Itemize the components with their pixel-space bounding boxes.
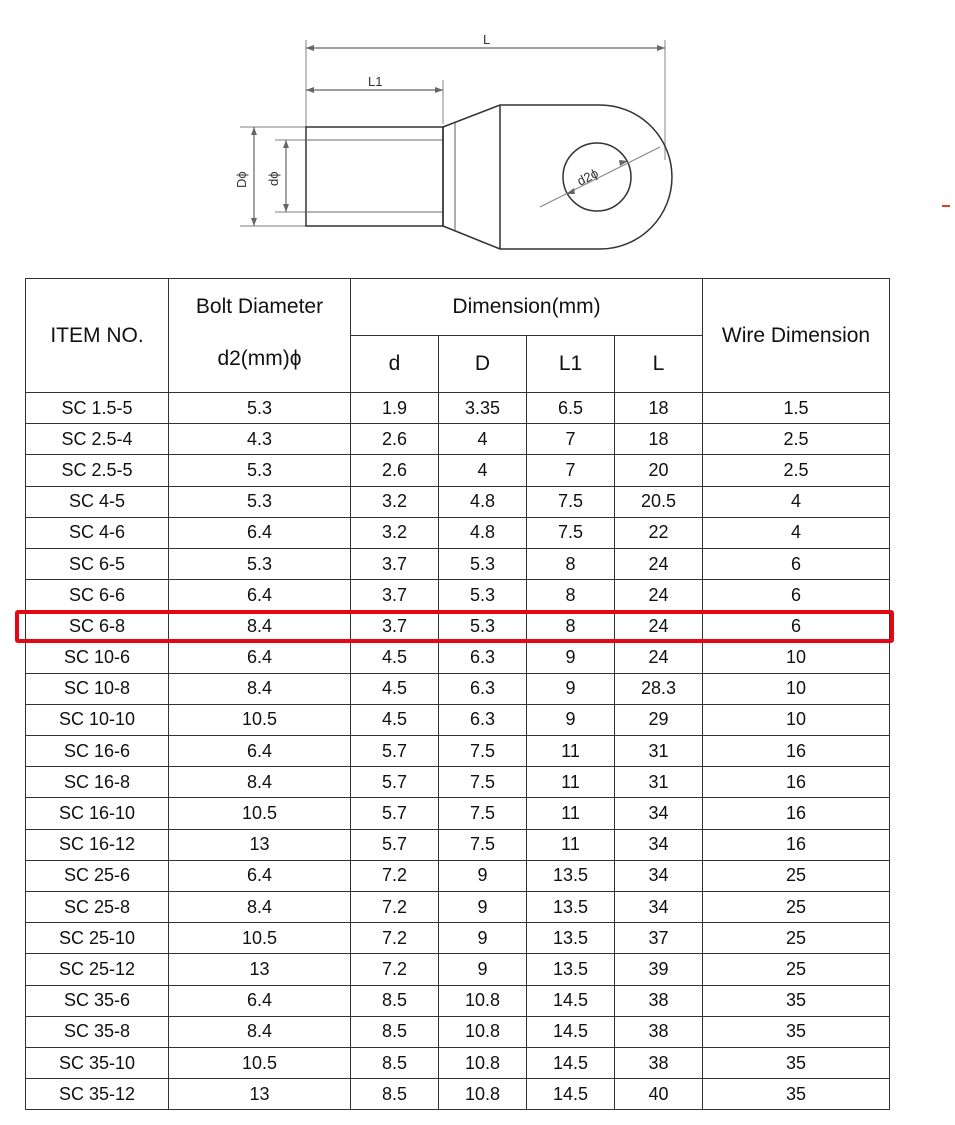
cell-wire-dimension: 10 xyxy=(703,704,890,735)
table-row xyxy=(26,455,890,486)
cell-L1: 13.5 xyxy=(527,923,615,954)
cell-bolt-diameter: 13 xyxy=(169,1079,351,1110)
cell-d: 5.7 xyxy=(351,798,439,829)
cell-bolt-diameter: 10.5 xyxy=(169,923,351,954)
cell-item-no: SC 10-10 xyxy=(26,704,169,735)
cell-bolt-diameter: 13 xyxy=(169,954,351,985)
cell-D: 5.3 xyxy=(439,611,527,642)
cell-wire-dimension: 16 xyxy=(703,798,890,829)
table-row xyxy=(26,798,890,829)
spec-table xyxy=(25,278,890,1110)
cell-D: 4 xyxy=(439,424,527,455)
label-D: Dϕ xyxy=(234,171,249,188)
cell-D: 5.3 xyxy=(439,548,527,579)
header-bolt-diameter xyxy=(169,279,351,393)
cell-L1: 14.5 xyxy=(527,1016,615,1047)
cell-L: 31 xyxy=(615,767,703,798)
cell-L1: 11 xyxy=(527,829,615,860)
cell-L1: 9 xyxy=(527,642,615,673)
cell-bolt-diameter: 6.4 xyxy=(169,860,351,891)
cell-d: 3.7 xyxy=(351,611,439,642)
cell-d: 3.7 xyxy=(351,580,439,611)
table-row xyxy=(26,580,890,611)
cell-d: 8.5 xyxy=(351,1047,439,1078)
cell-wire-dimension: 4 xyxy=(703,517,890,548)
cell-bolt-diameter: 10.5 xyxy=(169,798,351,829)
cell-item-no: SC 4-5 xyxy=(26,486,169,517)
cell-item-no: SC 10-8 xyxy=(26,673,169,704)
cell-item-no: SC 6-8 xyxy=(26,611,169,642)
table-row xyxy=(26,954,890,985)
header-bolt-line2: d2(mm)ϕ xyxy=(217,347,302,370)
cell-item-no: SC 35-10 xyxy=(26,1047,169,1078)
cell-d: 4.5 xyxy=(351,642,439,673)
cell-L: 22 xyxy=(615,517,703,548)
cell-d: 2.6 xyxy=(351,424,439,455)
label-d2: d2ϕ xyxy=(574,165,601,189)
cell-item-no: SC 10-6 xyxy=(26,642,169,673)
cell-wire-dimension: 10 xyxy=(703,642,890,673)
cell-wire-dimension: 6 xyxy=(703,580,890,611)
cell-bolt-diameter: 8.4 xyxy=(169,892,351,923)
cell-L1: 11 xyxy=(527,736,615,767)
cell-item-no: SC 4-6 xyxy=(26,517,169,548)
cell-L1: 7.5 xyxy=(527,486,615,517)
table-row xyxy=(26,486,890,517)
table-row xyxy=(26,736,890,767)
cell-d: 7.2 xyxy=(351,892,439,923)
cell-d: 7.2 xyxy=(351,860,439,891)
red-mark xyxy=(942,205,950,207)
cell-L: 18 xyxy=(615,424,703,455)
table-row xyxy=(26,1016,890,1047)
cell-bolt-diameter: 6.4 xyxy=(169,517,351,548)
cell-d: 3.2 xyxy=(351,486,439,517)
cell-wire-dimension: 35 xyxy=(703,985,890,1016)
cell-item-no: SC 6-6 xyxy=(26,580,169,611)
label-d: dϕ xyxy=(266,171,281,186)
cell-D: 9 xyxy=(439,860,527,891)
cell-wire-dimension: 25 xyxy=(703,860,890,891)
cell-L1: 7 xyxy=(527,424,615,455)
cell-d: 4.5 xyxy=(351,704,439,735)
header-wire-dimension: Wire Dimension xyxy=(703,279,890,393)
cell-L: 38 xyxy=(615,985,703,1016)
cell-wire-dimension: 4 xyxy=(703,486,890,517)
cell-L1: 11 xyxy=(527,798,615,829)
cell-D: 6.3 xyxy=(439,704,527,735)
cell-L: 24 xyxy=(615,580,703,611)
cell-L1: 6.5 xyxy=(527,393,615,424)
cell-L: 38 xyxy=(615,1047,703,1078)
cell-bolt-diameter: 13 xyxy=(169,829,351,860)
table-row xyxy=(26,704,890,735)
cell-L1: 8 xyxy=(527,548,615,579)
cell-bolt-diameter: 5.3 xyxy=(169,548,351,579)
cell-L1: 14.5 xyxy=(527,985,615,1016)
table-row xyxy=(26,611,890,642)
table-body xyxy=(26,393,890,1110)
cell-D: 10.8 xyxy=(439,1047,527,1078)
cell-D: 4 xyxy=(439,455,527,486)
cell-wire-dimension: 6 xyxy=(703,611,890,642)
cell-item-no: SC 25-8 xyxy=(26,892,169,923)
cell-item-no: SC 1.5-5 xyxy=(26,393,169,424)
cell-D: 10.8 xyxy=(439,1016,527,1047)
table-row xyxy=(26,1047,890,1078)
cell-d: 3.2 xyxy=(351,517,439,548)
cell-d: 5.7 xyxy=(351,767,439,798)
table-row xyxy=(26,393,890,424)
cell-d: 7.2 xyxy=(351,923,439,954)
header-sub-d: d xyxy=(351,336,439,393)
terminal-drawing xyxy=(0,0,955,270)
cell-D: 9 xyxy=(439,923,527,954)
cell-D: 3.35 xyxy=(439,393,527,424)
cell-bolt-diameter: 10.5 xyxy=(169,1047,351,1078)
cell-L1: 14.5 xyxy=(527,1079,615,1110)
cell-bolt-diameter: 8.4 xyxy=(169,673,351,704)
cell-L1: 11 xyxy=(527,767,615,798)
cell-bolt-diameter: 8.4 xyxy=(169,767,351,798)
table-row xyxy=(26,517,890,548)
table-row xyxy=(26,1079,890,1110)
cell-wire-dimension: 2.5 xyxy=(703,455,890,486)
cell-bolt-diameter: 4.3 xyxy=(169,424,351,455)
cell-bolt-diameter: 6.4 xyxy=(169,642,351,673)
label-L1: L1 xyxy=(368,74,383,89)
cell-d: 8.5 xyxy=(351,1016,439,1047)
table-row xyxy=(26,424,890,455)
cell-d: 7.2 xyxy=(351,954,439,985)
cell-D: 9 xyxy=(439,892,527,923)
cell-L1: 13.5 xyxy=(527,954,615,985)
cell-L: 20 xyxy=(615,455,703,486)
cell-item-no: SC 25-12 xyxy=(26,954,169,985)
cell-item-no: SC 25-10 xyxy=(26,923,169,954)
table-row xyxy=(26,860,890,891)
cell-D: 4.8 xyxy=(439,517,527,548)
cell-wire-dimension: 25 xyxy=(703,892,890,923)
cell-item-no: SC 16-8 xyxy=(26,767,169,798)
cell-L1: 13.5 xyxy=(527,860,615,891)
cell-item-no: SC 6-5 xyxy=(26,548,169,579)
cell-wire-dimension: 1.5 xyxy=(703,393,890,424)
cell-L: 24 xyxy=(615,548,703,579)
cell-bolt-diameter: 5.3 xyxy=(169,455,351,486)
cell-L1: 7.5 xyxy=(527,517,615,548)
header-dimension: Dimension(mm) xyxy=(351,279,703,336)
cell-D: 10.8 xyxy=(439,1079,527,1110)
cell-item-no: SC 35-12 xyxy=(26,1079,169,1110)
cell-L1: 9 xyxy=(527,673,615,704)
cell-item-no: SC 2.5-4 xyxy=(26,424,169,455)
cell-wire-dimension: 25 xyxy=(703,954,890,985)
cell-L: 37 xyxy=(615,923,703,954)
cell-wire-dimension: 35 xyxy=(703,1079,890,1110)
cell-bolt-diameter: 5.3 xyxy=(169,393,351,424)
table-row xyxy=(26,642,890,673)
cell-item-no: SC 35-8 xyxy=(26,1016,169,1047)
cell-L: 34 xyxy=(615,798,703,829)
cell-item-no: SC 25-6 xyxy=(26,860,169,891)
cell-L1: 14.5 xyxy=(527,1047,615,1078)
cell-wire-dimension: 16 xyxy=(703,736,890,767)
cell-bolt-diameter: 6.4 xyxy=(169,736,351,767)
cell-D: 6.3 xyxy=(439,642,527,673)
cell-L: 18 xyxy=(615,393,703,424)
label-L: L xyxy=(483,32,491,47)
cell-L: 24 xyxy=(615,642,703,673)
cell-D: 10.8 xyxy=(439,985,527,1016)
cell-wire-dimension: 2.5 xyxy=(703,424,890,455)
cell-item-no: SC 16-6 xyxy=(26,736,169,767)
cell-bolt-diameter: 5.3 xyxy=(169,486,351,517)
cell-bolt-diameter: 8.4 xyxy=(169,611,351,642)
header-sub-D: D xyxy=(439,336,527,393)
header-bolt-line1: Bolt Diameter xyxy=(195,295,324,318)
cell-item-no: SC 2.5-5 xyxy=(26,455,169,486)
cell-D: 7.5 xyxy=(439,829,527,860)
cell-D: 7.5 xyxy=(439,767,527,798)
header-sub-L1: L1 xyxy=(527,336,615,393)
cell-wire-dimension: 25 xyxy=(703,923,890,954)
cell-L: 34 xyxy=(615,860,703,891)
cell-d: 3.7 xyxy=(351,548,439,579)
cell-wire-dimension: 6 xyxy=(703,548,890,579)
table-row xyxy=(26,985,890,1016)
cell-L1: 7 xyxy=(527,455,615,486)
table-row xyxy=(26,892,890,923)
cell-L: 24 xyxy=(615,611,703,642)
cell-L: 29 xyxy=(615,704,703,735)
cell-L1: 9 xyxy=(527,704,615,735)
cell-L1: 13.5 xyxy=(527,892,615,923)
cell-d: 2.6 xyxy=(351,455,439,486)
cell-D: 4.8 xyxy=(439,486,527,517)
cell-L: 38 xyxy=(615,1016,703,1047)
cell-item-no: SC 16-10 xyxy=(26,798,169,829)
cell-wire-dimension: 16 xyxy=(703,767,890,798)
cell-L: 34 xyxy=(615,829,703,860)
cell-wire-dimension: 16 xyxy=(703,829,890,860)
cell-L1: 8 xyxy=(527,580,615,611)
cell-L: 31 xyxy=(615,736,703,767)
cell-D: 7.5 xyxy=(439,736,527,767)
cell-L: 40 xyxy=(615,1079,703,1110)
cell-D: 6.3 xyxy=(439,673,527,704)
table-row xyxy=(26,767,890,798)
table-row xyxy=(26,548,890,579)
cell-wire-dimension: 35 xyxy=(703,1047,890,1078)
table-row xyxy=(26,829,890,860)
cell-d: 5.7 xyxy=(351,829,439,860)
cell-L: 39 xyxy=(615,954,703,985)
cell-D: 7.5 xyxy=(439,798,527,829)
table-row xyxy=(26,673,890,704)
cell-wire-dimension: 10 xyxy=(703,673,890,704)
cell-L: 28.3 xyxy=(615,673,703,704)
cell-d: 5.7 xyxy=(351,736,439,767)
cell-item-no: SC 35-6 xyxy=(26,985,169,1016)
cell-D: 5.3 xyxy=(439,580,527,611)
cell-d: 8.5 xyxy=(351,985,439,1016)
header-sub-L: L xyxy=(615,336,703,393)
cell-bolt-diameter: 6.4 xyxy=(169,580,351,611)
cell-D: 9 xyxy=(439,954,527,985)
table-row xyxy=(26,923,890,954)
header-item-no: ITEM NO. xyxy=(26,279,169,393)
cell-item-no: SC 16-12 xyxy=(26,829,169,860)
cell-bolt-diameter: 10.5 xyxy=(169,704,351,735)
cell-bolt-diameter: 8.4 xyxy=(169,1016,351,1047)
cell-L: 20.5 xyxy=(615,486,703,517)
cell-d: 8.5 xyxy=(351,1079,439,1110)
cell-wire-dimension: 35 xyxy=(703,1016,890,1047)
cell-L: 34 xyxy=(615,892,703,923)
cell-L1: 8 xyxy=(527,611,615,642)
cell-d: 4.5 xyxy=(351,673,439,704)
cell-d: 1.9 xyxy=(351,393,439,424)
cell-bolt-diameter: 6.4 xyxy=(169,985,351,1016)
